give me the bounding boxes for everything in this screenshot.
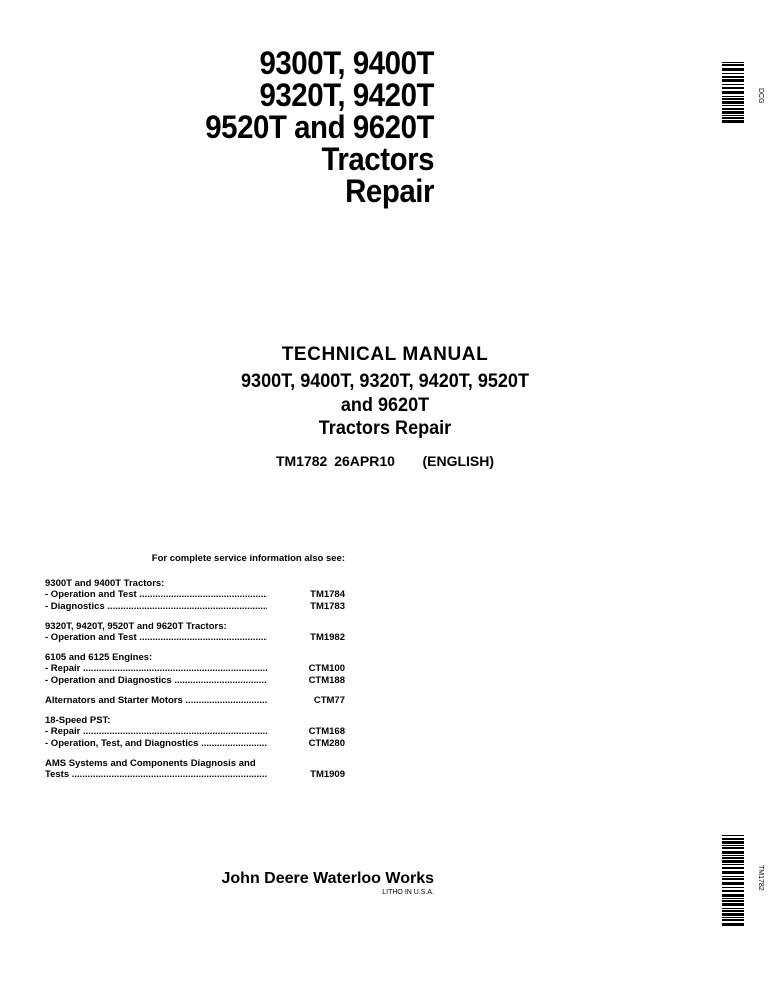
manual-heading: TECHNICAL MANUAL [281,344,489,365]
barcode-bar [722,79,744,82]
reference-label: - Operation and Test ..... [45,632,267,644]
barcode-bar [722,913,744,916]
barcode-bar [722,98,744,100]
footer [180,870,434,897]
reference-group [45,578,345,613]
reference-row [45,663,345,675]
barcode-bar [722,115,744,116]
publisher-name: John Deere Waterloo Works [221,870,434,887]
barcode-bar [722,845,744,846]
barcode-bar [722,847,744,849]
reference-label: Alternators and Starter Motors ..... [45,695,267,707]
barcode-bar [722,919,744,921]
barcode-bar [722,120,744,123]
barcode-bar [722,68,744,71]
title-line: Repair [345,173,434,209]
title-line: Tractors [321,141,434,177]
reference-group-heading: 18-Speed PST: [45,715,111,726]
barcode-bar [722,898,744,899]
barcode-bar [722,864,744,865]
barcode-bar [722,923,744,926]
barcode-bar [722,860,744,863]
bottom-barcode-label: TM1782 [757,865,764,891]
manual-subtitle-1: 9300T, 9400T, 9320T, 9420T, 9520T [240,371,530,392]
barcode-bar [722,908,744,909]
reference-group-heading: 9300T and 9400T Tractors: [45,578,165,589]
bottom-barcode [722,835,744,928]
reference-group [45,715,345,750]
reference-label: - Operation and Test ..... [45,589,267,601]
barcode-bar [722,855,744,856]
barcode-bar [722,900,744,902]
top-barcode-label: DCG [757,88,764,104]
barcode-bar [722,890,744,892]
reference-code: CTM77 [313,695,345,706]
barcode-bar [722,835,744,836]
document-title [150,47,434,207]
barcode-bar [722,887,744,888]
reference-label: Tests ..... [45,769,267,781]
barcode-bar [722,882,744,885]
reference-code: TM1982 [310,632,345,643]
barcode-bar [722,87,744,89]
barcode-bar [722,105,744,106]
reference-row [45,589,345,601]
reference-label: - Repair ..... [45,663,267,675]
barcode-bar [722,917,744,918]
barcode-bar [722,903,744,906]
reference-row [45,738,345,750]
reference-group [45,695,345,707]
reference-list [45,553,345,789]
barcode-bar [722,84,744,85]
reference-row [45,632,345,644]
barcode-bar [722,64,744,66]
reference-row [45,769,345,781]
barcode-bar [722,838,744,840]
barcode-bar [722,117,744,119]
manual-code: TM1782 26APR10 (ENGLISH) [275,453,495,469]
title-line: 9300T, 9400T [259,45,434,81]
reference-code: TM1783 [310,601,345,612]
reference-intro: For complete service information also see: [151,553,345,564]
reference-code: TM1909 [310,769,345,780]
reference-code: CTM188 [308,675,345,686]
manual-subtitle-3: Tractors Repair [318,418,452,439]
reference-label: - Repair ..... [45,726,267,738]
reference-group [45,621,345,644]
barcode-bar [722,101,744,104]
reference-label: - Diagnostics ..... [45,601,267,613]
reference-group-heading: 9320T, 9420T, 9520T and 9620T Tractors: [45,621,227,632]
top-barcode [722,62,744,125]
barcode-bar [722,76,744,78]
barcode-bar [722,871,744,874]
manual-subtitle-2: and 9620T [340,395,430,416]
barcode-bar [722,73,744,74]
reference-code: CTM100 [308,663,345,674]
barcode-bar [722,910,744,912]
litho-notice: LITHO IN U.S.A. [382,889,434,896]
barcode-bar [722,857,744,859]
reference-code: CTM168 [308,726,345,737]
barcode-bar [722,96,744,97]
reference-label: - Operation, Test, and Diagnostics ..... [45,738,267,750]
reference-row [45,726,345,738]
reference-group [45,758,345,781]
title-line: 9320T, 9420T [259,77,434,113]
barcode-bar [722,841,744,844]
barcode-bar [722,894,744,897]
barcode-bar [722,876,744,877]
reference-group-heading: AMS Systems and Components Diagnosis and [45,758,256,769]
title-line: 9520T and 9620T [205,109,434,145]
technical-manual-block [150,344,620,469]
barcode-bar [722,62,744,63]
reference-code: TM1784 [310,589,345,600]
reference-label: - Operation and Diagnostics ..... [45,675,267,687]
barcode-bar [722,851,744,854]
barcode-bar [722,91,744,94]
reference-row [45,675,345,687]
reference-group-heading: 6105 and 6125 Engines: [45,652,153,663]
barcode-bar [722,878,744,880]
reference-groups [45,578,345,781]
reference-group [45,652,345,687]
reference-row [45,601,345,613]
barcode-bar [722,867,744,869]
barcode-bar [722,108,744,110]
reference-row [45,695,345,707]
reference-code: CTM280 [308,738,345,749]
barcode-bar [722,111,744,114]
